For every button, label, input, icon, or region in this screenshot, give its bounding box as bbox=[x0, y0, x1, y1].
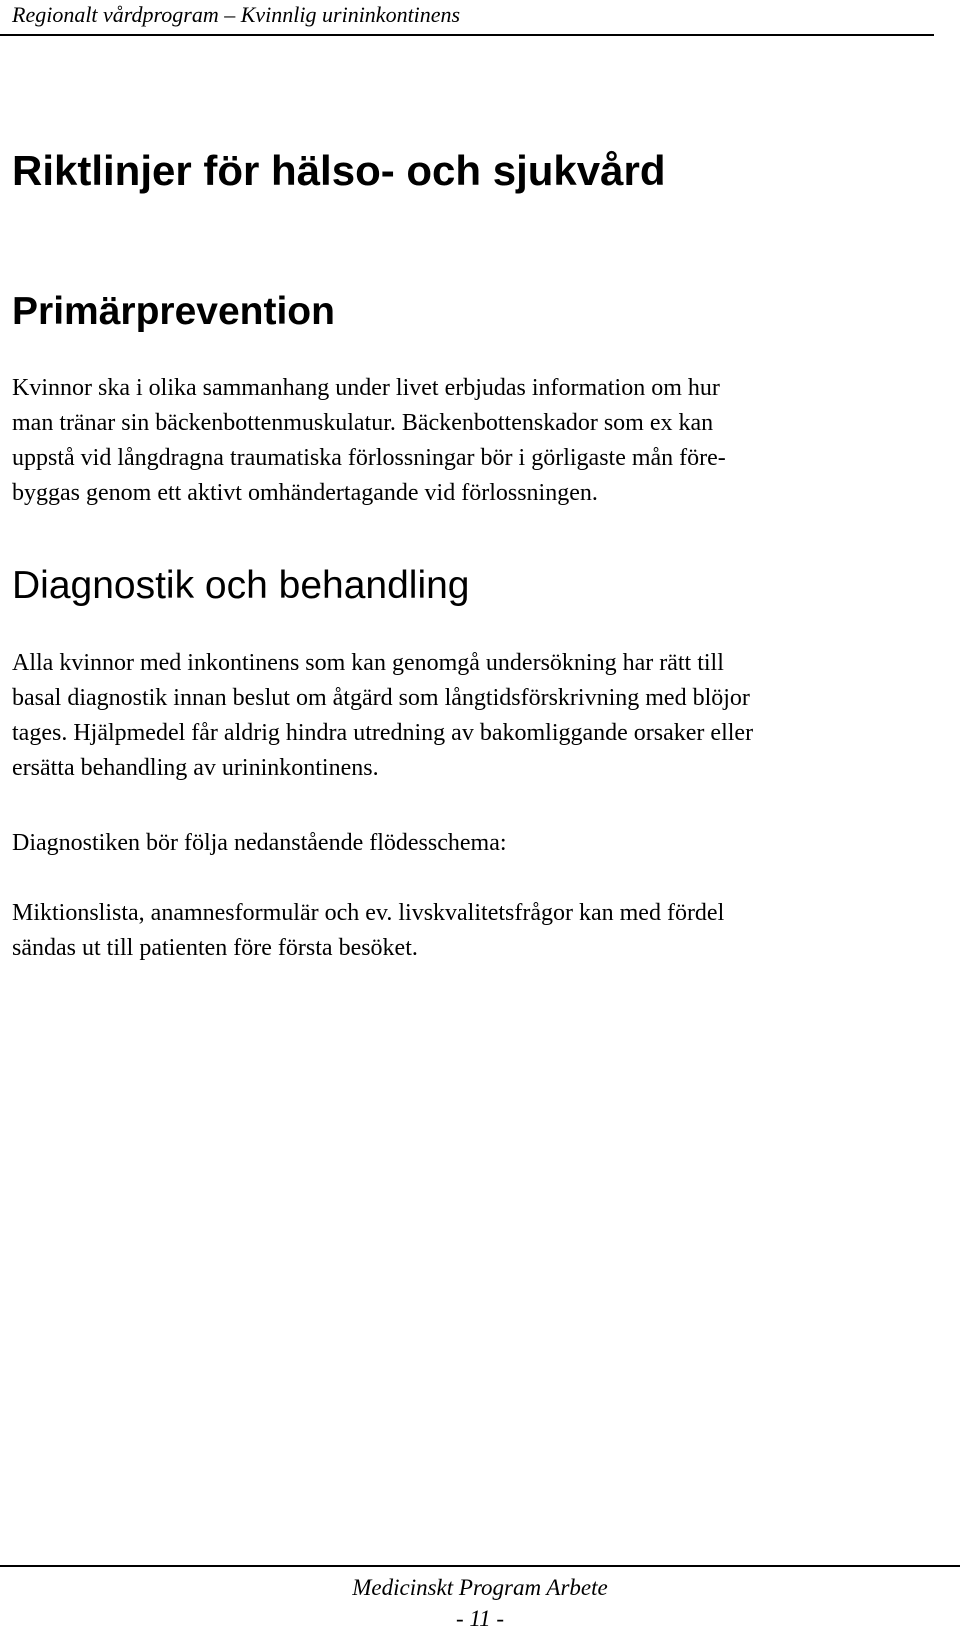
running-header: Regionalt vårdprogram – Kvinnlig urininkontinens bbox=[12, 2, 461, 27]
section-heading-primarprevention: Primärprevention bbox=[12, 290, 335, 333]
paragraph-line: Kvinnor ska i olika sammanhang under livet erbjudas information om hur bbox=[12, 375, 720, 401]
paragraph-line: uppstå vid långdragna traumatiska förlossningar bör i görligaste mån före- bbox=[12, 445, 726, 471]
paragraph-line: sändas ut till patienten före första besöket. bbox=[12, 935, 418, 961]
header-rule bbox=[0, 34, 934, 36]
paragraph-diagnostik bbox=[12, 646, 753, 786]
paragraph-line: byggas genom ett aktivt omhändertagande vid förlossningen. bbox=[12, 480, 598, 506]
paragraph-line: ersätta behandling av urininkontinens. bbox=[12, 755, 379, 781]
page-number: - 11 - bbox=[455, 1606, 505, 1631]
paragraph-line: Diagnostiken bör följa nedanstående flödesschema: bbox=[12, 830, 507, 856]
paragraph-primarprevention bbox=[12, 371, 726, 511]
paragraph-flodesschema bbox=[12, 826, 507, 861]
paragraph-line: Miktionslista, anamnesformulär och ev. livskvalitetsfrågor kan med fördel bbox=[12, 900, 725, 926]
footer-rule bbox=[0, 1565, 960, 1567]
paragraph-line: basal diagnostik innan beslut om åtgärd som långtidsförskrivning med blöjor bbox=[12, 685, 750, 711]
paragraph-line: man tränar sin bäckenbottenmuskulatur. Bäckenbottenskador som ex kan bbox=[12, 410, 714, 436]
footer-program-label: Medicinskt Program Arbete bbox=[352, 1575, 608, 1600]
paragraph-line: tages. Hjälpmedel får aldrig hindra utredning av bakomliggande orsaker eller bbox=[12, 720, 754, 746]
paragraph-miktionslista bbox=[12, 896, 724, 966]
section-heading-diagnostik: Diagnostik och behandling bbox=[12, 564, 470, 607]
page-title: Riktlinjer för hälso- och sjukvård bbox=[12, 147, 666, 194]
paragraph-line: Alla kvinnor med inkontinens som kan genomgå undersökning har rätt till bbox=[12, 650, 724, 676]
